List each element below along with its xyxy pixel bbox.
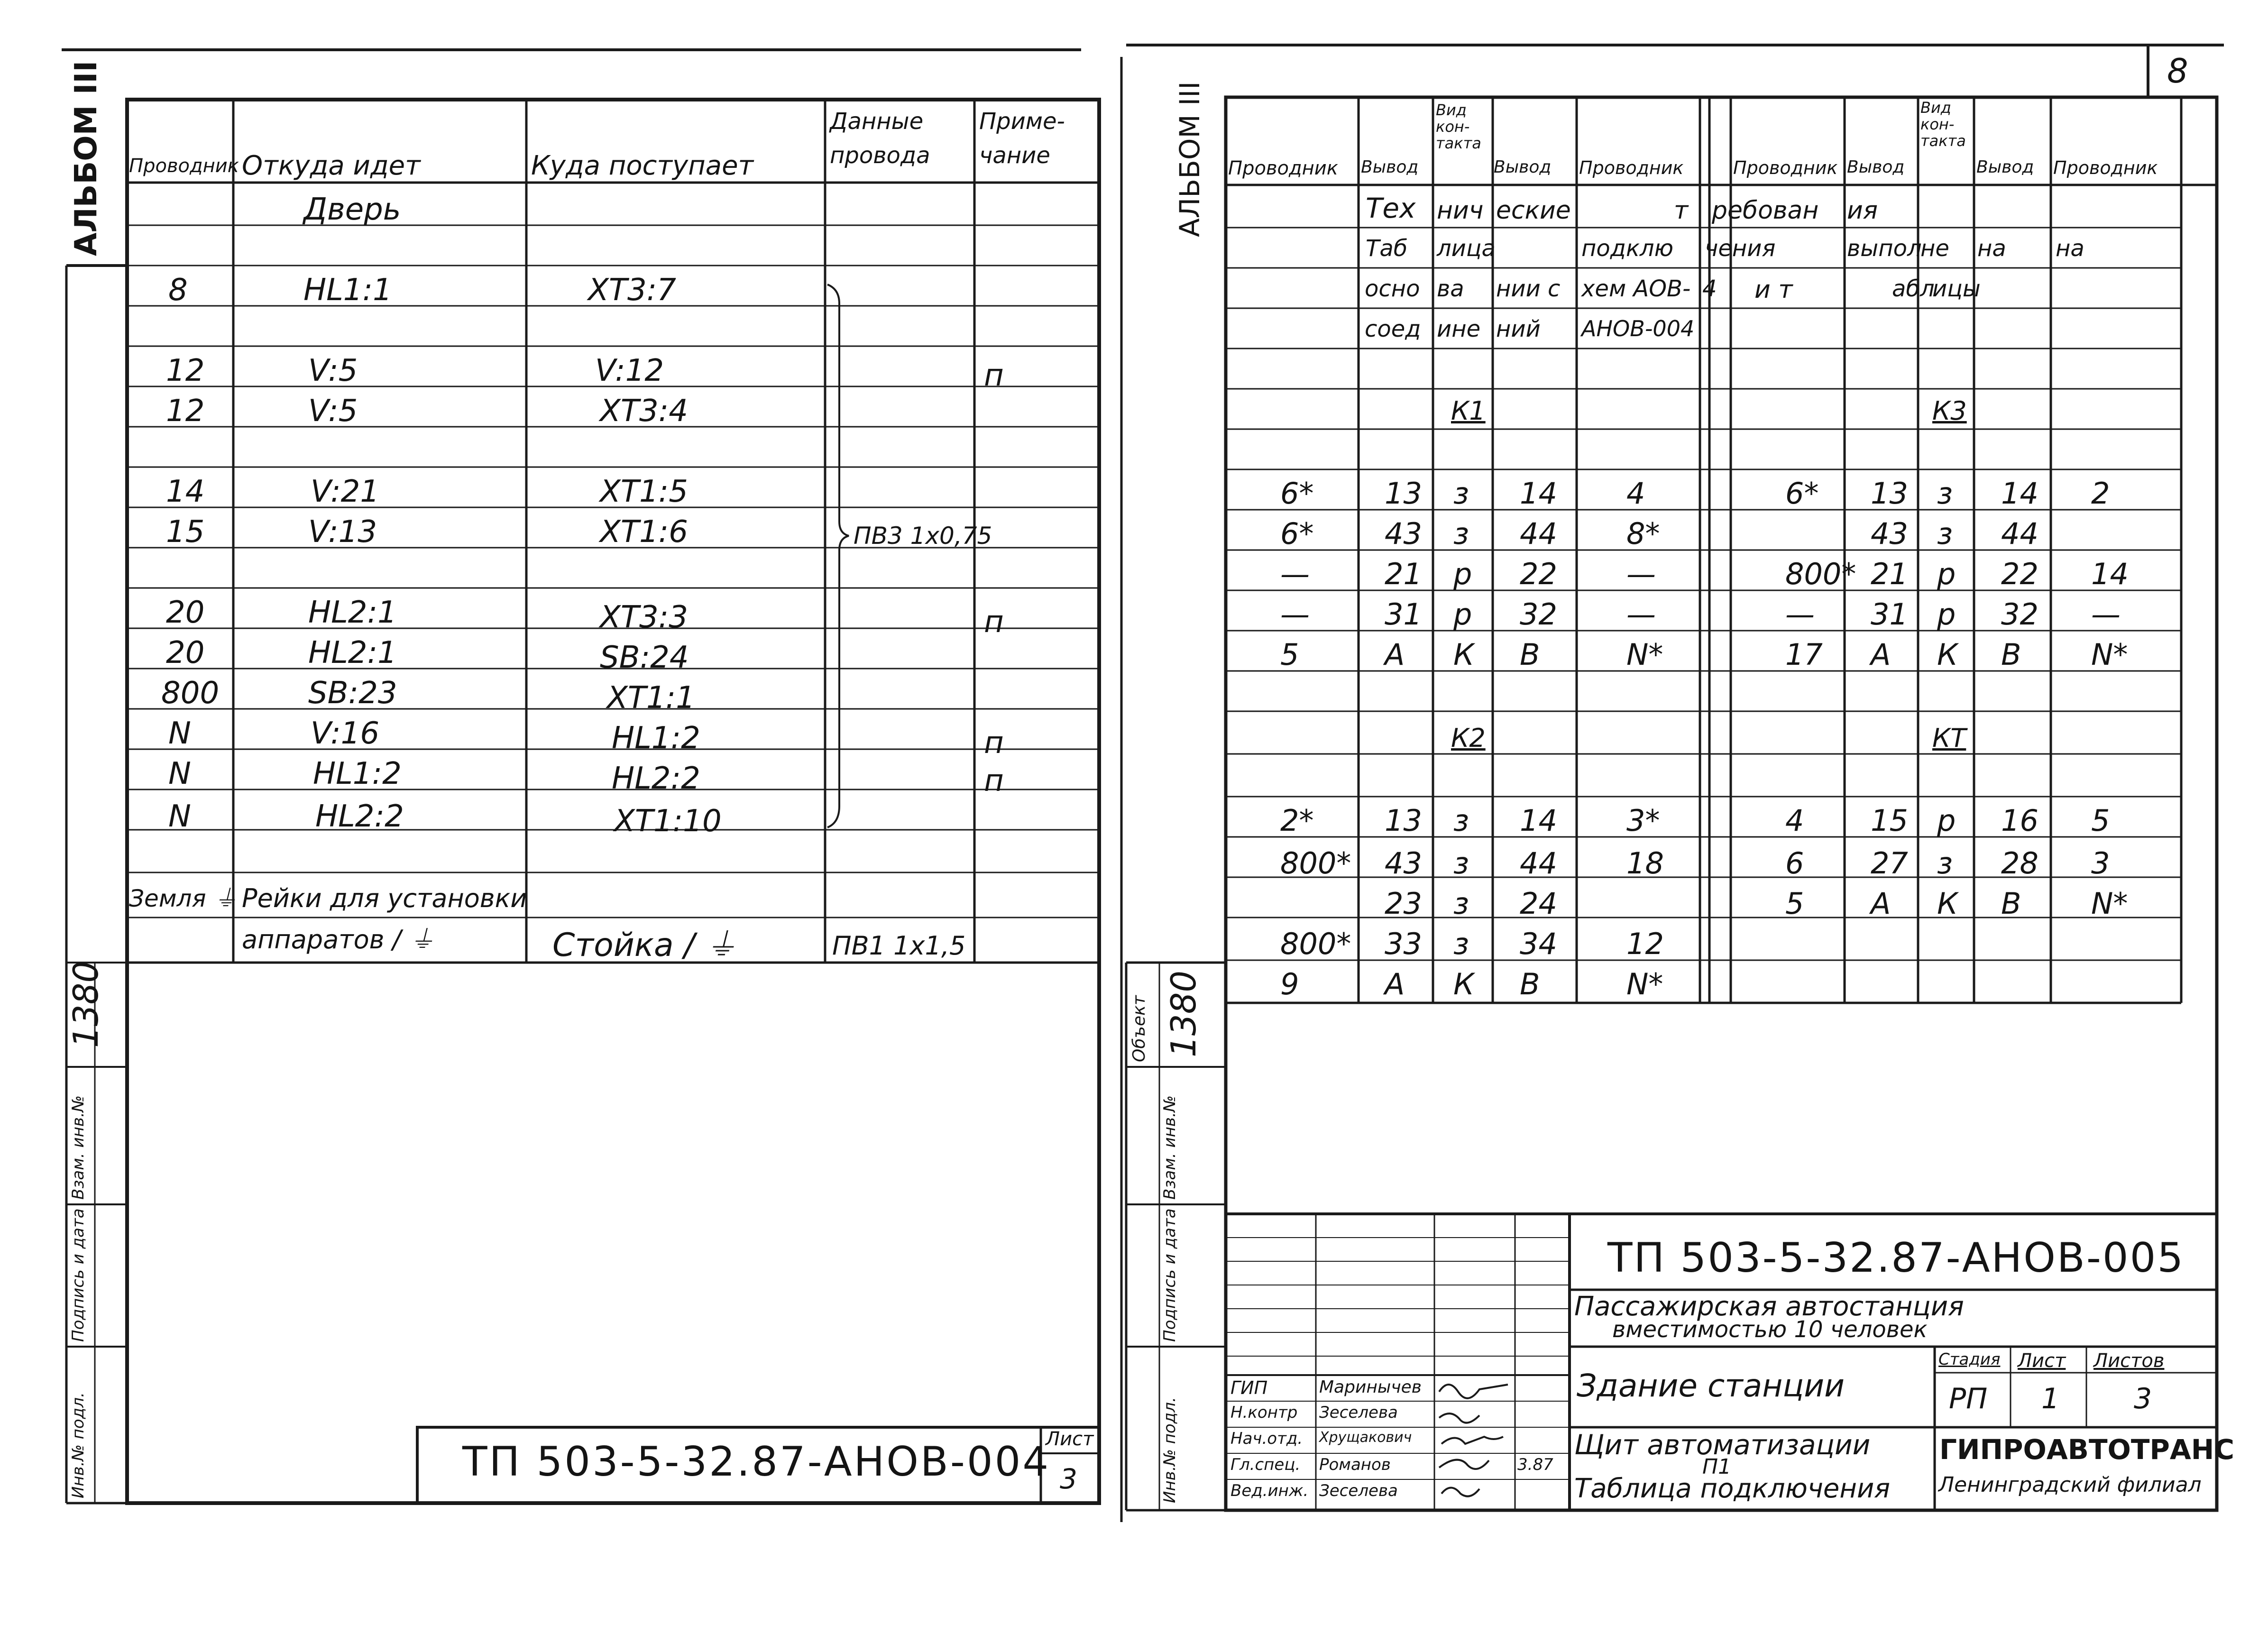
group-k3: К3: [1932, 396, 1967, 426]
notice-3c: нии с: [1496, 275, 1561, 302]
rh-b-conductor2: Проводник: [2053, 157, 2158, 178]
role-3: Гл.спец.: [1230, 1455, 1301, 1474]
row-10-to: XT1:10: [614, 804, 722, 839]
building-name: Здание станции: [1577, 1367, 1845, 1404]
name-4: Зеселева: [1319, 1481, 1398, 1500]
group-k1: К1: [1451, 396, 1486, 426]
table-b-cell-r0-c1: 13: [1871, 476, 1908, 511]
table-a-cell-r7-c1: 23: [1385, 886, 1422, 921]
header-note: Приме-чание: [979, 108, 1065, 169]
rh-a-conductor2: Проводник: [1579, 157, 1684, 178]
table-b-cell-r6-c4: 3: [2091, 846, 2110, 881]
title-line-1: Щит автоматизации: [1574, 1429, 1871, 1461]
table-b-cell-r3-c2: р: [1937, 597, 1956, 632]
table-a-cell-r2-c0: —: [1280, 557, 1310, 591]
sheets-value: 3: [2134, 1382, 2152, 1415]
stage-label: Стадия: [1938, 1350, 2001, 1369]
table-b-cell-r7-c3: В: [2001, 886, 2021, 921]
table-b-cell-r7-c4: N*: [2091, 886, 2128, 921]
table-b-cell-r4-c4: N*: [2091, 637, 2128, 672]
table-a-cell-r4-c2: К: [1453, 637, 1475, 672]
table-a-cell-r8-c3: 34: [1520, 927, 1557, 961]
table-a-cell-r4-c3: В: [1520, 637, 1540, 672]
inv-number-left: 1380: [66, 961, 106, 1048]
header-conductor: Проводник: [129, 155, 239, 177]
row-3-to: XT1:5: [600, 474, 688, 509]
row-3-from: V:21: [311, 474, 380, 509]
row-7-from: SB:23: [308, 676, 397, 711]
ground-wire: ПВ1 1х1,5: [832, 931, 966, 961]
stage-value: РП: [1949, 1382, 1988, 1415]
table-a-cell-r3-c1: 31: [1385, 597, 1422, 632]
table-a-cell-r0-c1: 13: [1385, 476, 1422, 511]
stand-label: Стойка / ⏚: [552, 927, 737, 964]
table-a-cell-r7-c2: з: [1453, 886, 1469, 921]
table-b-cell-r5-c3: 16: [2001, 803, 2038, 838]
table-a-cell-r6-c1: 43: [1385, 846, 1422, 881]
notice-3b: ва: [1437, 275, 1464, 302]
table-b-cell-r0-c2: з: [1937, 476, 1953, 511]
role-4: Вед.инж.: [1230, 1481, 1309, 1500]
table-a-cell-r1-c3: 44: [1520, 516, 1557, 551]
side-label-object: Объект: [1129, 995, 1149, 1062]
project-line-1: Пассажирская автостанция: [1574, 1291, 1964, 1322]
table-a-cell-r9-c4: N*: [1626, 967, 1663, 1001]
table-a-cell-r5-c1: 13: [1385, 803, 1422, 838]
notice-4b: ине: [1437, 316, 1481, 342]
notice-1d: т: [1674, 196, 1689, 225]
table-a-cell-r6-c3: 44: [1520, 846, 1557, 881]
project-line-2: вместимостью 10 человек: [1612, 1316, 1928, 1343]
row-4-from: V:13: [308, 514, 377, 550]
row-0-conductor: 8: [168, 273, 188, 308]
rh-b-out2: Вывод: [1976, 157, 2034, 177]
table-b-cell-r2-c0: 800*: [1785, 557, 1856, 591]
inv-number-right: 1380: [1164, 970, 1203, 1057]
sheet-label-left: Лист: [1046, 1428, 1094, 1450]
sign-date: 3.87: [1517, 1455, 1553, 1474]
table-a-cell-r6-c4: 18: [1626, 846, 1664, 881]
table-a-cell-r7-c3: 24: [1520, 886, 1557, 921]
row-4-to: XT1:6: [600, 514, 688, 550]
sheet-value: 1: [2041, 1382, 2060, 1415]
row-6-to: SB:24: [600, 640, 689, 675]
table-b-cell-r7-c0: 5: [1785, 886, 1804, 921]
table-b-cell-r5-c1: 15: [1871, 803, 1908, 838]
row-5-from: HL2:1: [308, 595, 397, 630]
row-10-from: HL2:2: [315, 799, 404, 834]
notice-4a: соед: [1365, 316, 1421, 342]
table-a-cell-r0-c2: з: [1453, 476, 1469, 511]
table-a-cell-r9-c3: В: [1520, 967, 1540, 1001]
table-a-cell-r1-c0: 6*: [1280, 516, 1314, 551]
notice-2a: Таб: [1366, 235, 1408, 262]
table-b-cell-r4-c0: 17: [1785, 637, 1823, 672]
wire-data: ПВ3 1х0,75: [854, 522, 992, 550]
table-b-cell-r5-c4: 5: [2091, 803, 2110, 838]
doc-code-right: ТП 503-5-32.87-АНОВ-005: [1607, 1234, 2185, 1282]
table-b-cell-r6-c1: 27: [1871, 846, 1908, 881]
table-a-cell-r8-c0: 800*: [1280, 927, 1351, 961]
rails-line-2: аппаратов / ⏚: [242, 925, 435, 954]
door-label: Дверь: [303, 192, 401, 227]
org-name: ГИПРОАВТОТРАНС: [1939, 1433, 2234, 1466]
table-a-cell-r6-c2: з: [1453, 846, 1469, 881]
header-to: Куда поступает: [531, 150, 754, 181]
table-a-cell-r4-c4: N*: [1626, 637, 1663, 672]
table-a-cell-r5-c3: 14: [1520, 803, 1557, 838]
row-2-from: V:5: [308, 394, 358, 429]
sheet-number-left: 3: [1060, 1463, 1077, 1495]
row-8-note: п: [984, 725, 1004, 761]
table-a-cell-r5-c2: з: [1453, 803, 1469, 838]
table-a-cell-r4-c0: 5: [1280, 637, 1299, 672]
rh-a-out2: Вывод: [1494, 157, 1552, 177]
row-2-conductor: 12: [166, 394, 205, 429]
row-5-to: XT3:3: [600, 600, 688, 635]
table-b-cell-r0-c0: 6*: [1785, 476, 1819, 511]
table-a-cell-r3-c3: 32: [1520, 597, 1557, 632]
rh-b-conductor: Проводник: [1733, 157, 1838, 178]
notice-3a: осно: [1365, 275, 1420, 302]
table-b-cell-r2-c3: 22: [2001, 557, 2038, 591]
name-1: Зеселева: [1319, 1403, 1398, 1422]
notice-2e: выпол: [1847, 235, 1922, 262]
row-7-conductor: 800: [161, 676, 220, 711]
table-a-cell-r6-c0: 800*: [1280, 846, 1351, 881]
notice-2d: чения: [1705, 235, 1776, 262]
row-9-from: HL1:2: [313, 756, 402, 791]
notice-4c: ний: [1496, 316, 1541, 342]
row-9-note: п: [984, 763, 1004, 798]
notice-2h: на: [2056, 235, 2084, 262]
rh-a-out1: Вывод: [1361, 157, 1419, 177]
name-3: Романов: [1319, 1455, 1391, 1474]
table-b-cell-r3-c0: —: [1785, 597, 1815, 632]
table-b-cell-r4-c2: К: [1937, 637, 1958, 672]
row-9-conductor: N: [168, 756, 191, 791]
row-10-conductor: N: [168, 799, 191, 834]
rails-line-1: Рейки для установки: [242, 883, 527, 913]
group-kt: КТ: [1932, 723, 1966, 753]
table-b-cell-r3-c4: —: [2091, 597, 2121, 632]
row-1-conductor: 12: [166, 353, 205, 388]
notice-3d: хем АОВ-: [1581, 275, 1691, 302]
row-6-conductor: 20: [166, 635, 205, 670]
table-a-cell-r2-c2: р: [1453, 557, 1472, 591]
table-b-cell-r4-c1: А: [1871, 637, 1891, 672]
table-b-cell-r7-c2: К: [1937, 886, 1958, 921]
side-label-sign: Подпись и дата: [69, 1208, 88, 1342]
table-a-cell-r5-c4: 3*: [1626, 803, 1660, 838]
row-8-from: V:16: [311, 716, 380, 751]
table-a-cell-r0-c0: 6*: [1280, 476, 1314, 511]
table-b-cell-r5-c0: 4: [1785, 803, 1804, 838]
notice-3f: и т: [1754, 275, 1793, 304]
row-5-conductor: 20: [166, 595, 205, 630]
table-b-cell-r0-c4: 2: [2091, 476, 2110, 511]
table-a-cell-r9-c0: 9: [1280, 967, 1299, 1001]
row-7-to: XT1:1: [607, 680, 695, 716]
role-0: ГИП: [1230, 1377, 1268, 1398]
table-a-cell-r9-c1: А: [1385, 967, 1405, 1001]
row-0-to: XT3:7: [588, 273, 676, 308]
sheet-corner-number: 8: [2167, 52, 2188, 91]
group-k2: К2: [1451, 723, 1486, 753]
table-b-cell-r6-c0: 6: [1785, 846, 1804, 881]
table-a-cell-r1-c1: 43: [1385, 516, 1422, 551]
org-branch: Ленинградский филиал: [1938, 1473, 2202, 1497]
table-a-cell-r4-c1: А: [1385, 637, 1405, 672]
table-b-cell-r2-c4: 14: [2091, 557, 2129, 591]
notice-3e: 4: [1702, 275, 1717, 302]
role-2: Нач.отд.: [1230, 1429, 1303, 1448]
table-b-cell-r1-c2: з: [1937, 516, 1953, 551]
table-a-cell-r1-c4: 8*: [1626, 516, 1660, 551]
row-1-note: п: [984, 358, 1004, 393]
notice-2f: не: [1920, 235, 1949, 262]
notice-2g: на: [1977, 235, 2006, 262]
table-a-cell-r8-c4: 12: [1626, 927, 1664, 961]
table-a-cell-r2-c1: 21: [1385, 557, 1422, 591]
table-a-cell-r8-c1: 33: [1385, 927, 1422, 961]
table-b-cell-r6-c3: 28: [2001, 846, 2038, 881]
table-a-cell-r5-c0: 2*: [1280, 803, 1314, 838]
table-b-cell-r1-c1: 43: [1871, 516, 1908, 551]
row-1-to: V:12: [595, 353, 664, 388]
rh-a-conductor: Проводник: [1228, 157, 1338, 179]
row-1-from: V:5: [308, 353, 358, 388]
doc-code-left: ТП 503-5-32.87-АНОВ-004: [462, 1438, 1051, 1486]
notice-1f: ия: [1847, 196, 1878, 225]
table-a-cell-r0-c4: 4: [1626, 476, 1645, 511]
row-5-note: п: [984, 605, 1004, 640]
table-a-cell-r3-c2: р: [1453, 597, 1472, 632]
rh-b-contact: Вид кон-такта: [1920, 99, 1966, 150]
title-line-3: Таблица подключения: [1574, 1473, 1891, 1504]
table-a-cell-r2-c3: 22: [1520, 557, 1557, 591]
notice-2b: лица: [1437, 235, 1496, 262]
table-a-cell-r3-c4: —: [1626, 597, 1656, 632]
row-9-to: HL2:2: [612, 761, 700, 796]
table-b-cell-r0-c3: 14: [2001, 476, 2038, 511]
table-a-cell-r2-c4: —: [1626, 557, 1656, 591]
table-b-cell-r5-c2: р: [1937, 803, 1956, 838]
table-b-cell-r6-c2: з: [1937, 846, 1953, 881]
sheet-label: Лист: [2018, 1350, 2066, 1372]
notice-2c: подклю: [1581, 235, 1674, 262]
notice-3h: ицы: [1932, 275, 1981, 302]
side-label-replace: Взам. инв.№: [69, 1095, 88, 1200]
row-8-to: HL1:2: [612, 721, 700, 756]
side-label-inv-right: Инв.№ подл.: [1160, 1397, 1179, 1503]
table-b-cell-r2-c2: р: [1937, 557, 1956, 591]
role-1: Н.контр: [1230, 1403, 1298, 1422]
ground-label: Земля ⏚: [129, 885, 238, 912]
table-b-cell-r3-c1: 31: [1871, 597, 1908, 632]
row-4-conductor: 15: [166, 514, 205, 550]
notice-4d: АНОВ-004: [1581, 316, 1695, 341]
row-2-to: XT3:4: [600, 394, 688, 429]
table-a-cell-r1-c2: з: [1453, 516, 1469, 551]
table-a-cell-r0-c3: 14: [1520, 476, 1557, 511]
row-6-from: HL2:1: [308, 635, 397, 670]
notice-3g: абл: [1892, 275, 1935, 302]
notice-1b: нич: [1437, 196, 1484, 225]
table-a-cell-r8-c2: з: [1453, 927, 1469, 961]
album-label-left: АЛЬБОМ III: [69, 60, 104, 256]
notice-1e: ребован: [1712, 196, 1819, 225]
header-from: Откуда идет: [242, 150, 421, 181]
album-label-right: АЛЬБОМ III: [1174, 81, 1206, 237]
row-8-conductor: N: [168, 716, 191, 751]
table-b-cell-r7-c1: А: [1871, 886, 1891, 921]
name-2: Хрущакович: [1319, 1429, 1412, 1446]
row-0-from: HL1:1: [303, 273, 392, 308]
name-0: Маринычев: [1319, 1377, 1422, 1397]
notice-1c: еские: [1496, 196, 1571, 225]
table-b-cell-r1-c3: 44: [2001, 516, 2038, 551]
table-b-cell-r3-c3: 32: [2001, 597, 2038, 632]
table-b-cell-r2-c1: 21: [1871, 557, 1908, 591]
side-label-sign-right: Подпись и дата: [1160, 1208, 1179, 1342]
rh-b-out1: Вывод: [1847, 157, 1905, 177]
side-label-inv: Инв.№ подл.: [69, 1392, 88, 1498]
notice-1a: Тех: [1366, 192, 1416, 224]
table-b-cell-r4-c3: В: [2001, 637, 2021, 672]
side-label-replace-right: Взам. инв.№: [1160, 1095, 1179, 1200]
row-3-conductor: 14: [166, 474, 205, 509]
rh-a-contact: Вид кон-такта: [1436, 101, 1481, 153]
table-a-cell-r3-c0: —: [1280, 597, 1310, 632]
title-line-2: П1: [1702, 1455, 1732, 1479]
table-a-cell-r9-c2: К: [1453, 967, 1475, 1001]
sheets-label: Листов: [2094, 1350, 2165, 1372]
header-wire-data: Данные провода: [830, 108, 930, 169]
